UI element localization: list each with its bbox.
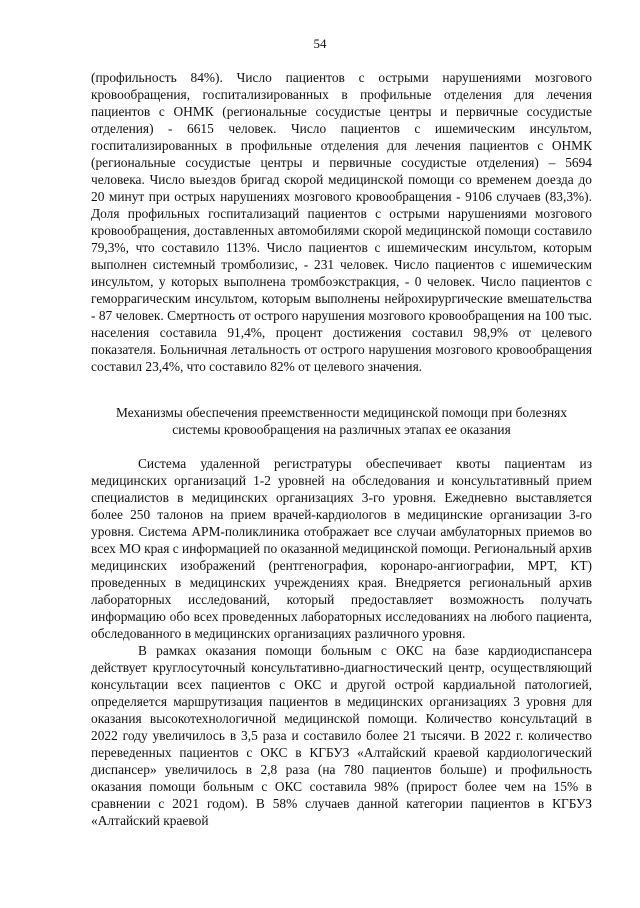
paragraph-remote-registry: Система удаленной регистратуры обеспечивает квоты пациентам из медицинских организаций 1-2 уровней на обследования и консультативный прием специалистов в медицинских организациях 3-го уровня. Ежедневно выставляется более 250 талонов на прием врачей-кардиологов в медицинские организации 3-го уровня. Система АРМ-поликлиника отображает все случаи амбулаторных приемов во всех МО края с информацией по оказанной медицинской помощи. Региональный архив медицинских изображений (рентгенография, коронаро-ангиографии, МРТ, КТ) проведенных в медицинских учреждениях края. Внедряется региональный архив лабораторных исследований, который предоставляет возможность получать информацию обо всех проведенных лабораторных исследованиях на любого пациента, обследованного в медицинских организациях различного уровня. bbox=[91, 456, 592, 641]
paragraph-text: (профильность 84%). Число пациентов с острыми нарушениями мозгового кровообращения, госпитализированных в профильные отделения для лечения пациентов с ОНМК (региональные сосудистые центры и первичные сосудистые отделения) - 6615 человек. Число пациентов с ишемическим инсультом, госпитализированных в профильные отделения для лечения пациентов с ОНМК (региональные сосудистые центры и первичные сосудистые отделения) – 5694 человека. Число выездов бригад скорой медицинской помощи со временем доезда до 20 минут при острых нарушениях мозгового кровообращения - 9106 случаев (83,3%). Доля профильных госпитализаций пациентов с острыми нарушениями мозгового кровообращения, доставленных автомобилями скорой медицинской помощи составило 79,3%, что составило 113%. Число пациентов с ишемическим инсультом, которым выполнен системный тромболизис, - 231 человек. Число пациентов с ишемическим инсультом, у которых выполнена тромбоэкстракция, - 0 человек. Число пациентов с геморрагическим инсультом, которым выполнены нейрохирургические вмешательства - 87 человек. Смертность от острого нарушения мозгового кровообращения на 100 тыс. населения составила 91,4%, процент достижения составил 98,9% от целевого показателя. Больничная летальность от острого нарушения мозгового кровообращения составил 23,4%, что составило 82% от целевого значения. bbox=[91, 70, 592, 374]
section-body bbox=[91, 455, 592, 829]
page-number: 54 bbox=[313, 36, 327, 51]
paragraph-stroke-statistics bbox=[91, 69, 592, 375]
paragraph-acs-care: В рамках оказания помощи больным с ОКС на базе кардиодиспансера действует круглосуточный консультативно-диагностический центр, осуществляющий консультации всех пациентов с ОКС и другой острой кардиальной патологией, определяется маршрутизация пациентов в медицинских организациях 3 уровня для оказания высокотехнологичной медицинской помощи. Количество консультаций в 2022 году увеличилось в 3,5 раза и составило более 21 тысячи. В 2022 г. количество переведенных пациентов с ОКС в КГБУЗ «Алтайский краевой кардиологический диспансер» увеличилось в 2,8 раза (на 780 пациентов больше) и профильность оказания помощи больным с ОКС составила 98% (прирост более чем на 15% в сравнении с 2021 годом). В 58% случаев данной категории пациентов в КГБУЗ «Алтайский краевой bbox=[91, 643, 592, 828]
section-heading: Механизмы обеспечения преемственности медицинской помощи при болезнях системы кровообращения на различных этапах ее оказания bbox=[115, 405, 568, 437]
